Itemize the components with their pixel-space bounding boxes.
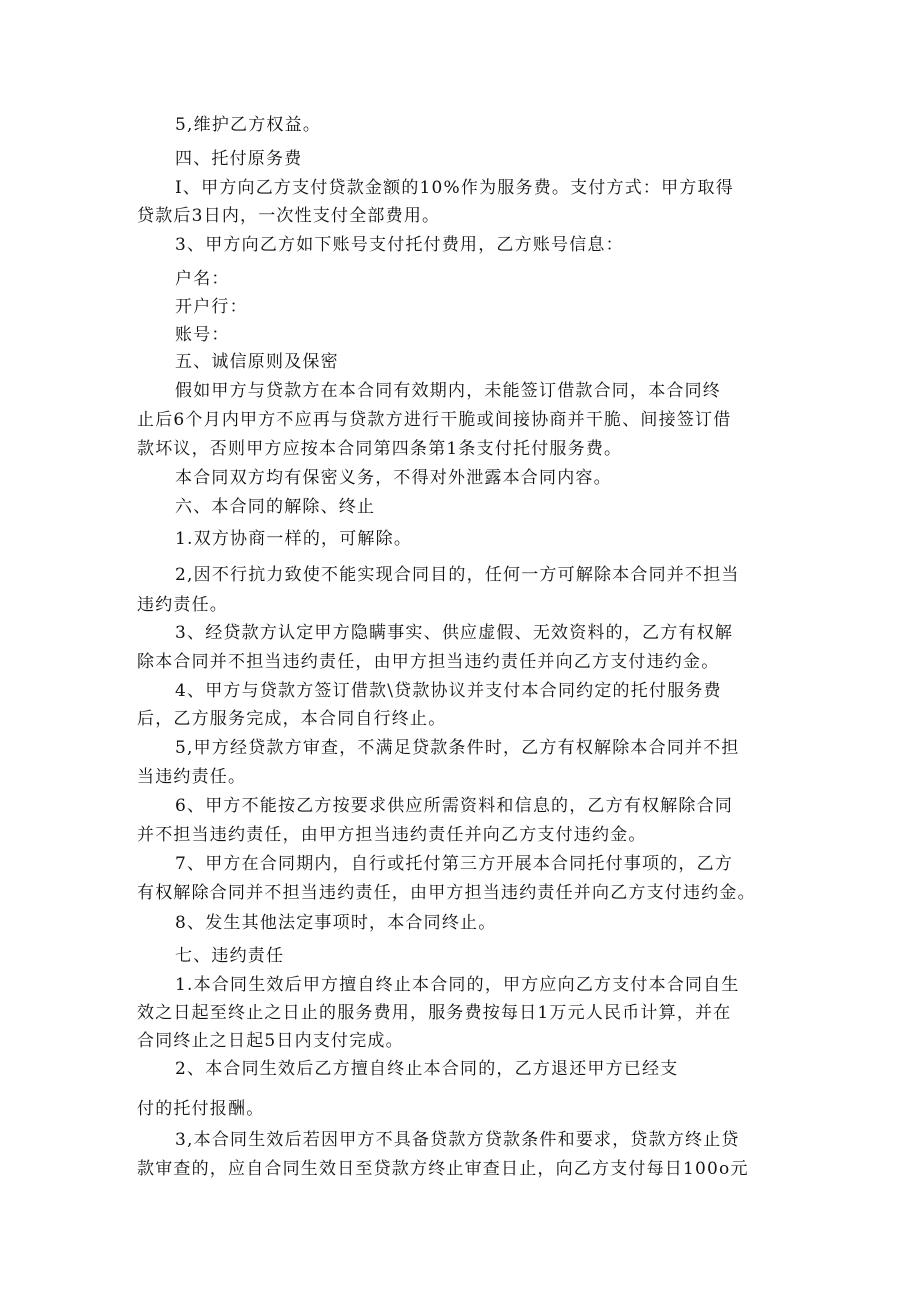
section-heading: 六、本合同的解除、终止 [175, 497, 376, 517]
text-line: 5,维护乙方权益。 [175, 115, 322, 135]
section-heading: 四、托付原务费 [175, 149, 303, 169]
text-line: 有权解除合同并不担当违约责任，由甲方担当违约责任并向乙方支付违约金。 [137, 883, 756, 903]
section-heading: 七、违约责任 [175, 946, 285, 966]
text-line: 3,本合同生效后若因甲方不具备贷款方贷款条件和要求，贷款方终止贷 [175, 1130, 740, 1150]
text-line: 贷款后3日内，一次性支付全部费用。 [137, 206, 441, 226]
text-line: 后，乙方服务完成，本合同自行终止。 [137, 709, 447, 729]
text-line: 账号： [175, 325, 230, 345]
text-line: 2、本合同生效后乙方擅自终止本合同的，乙方退还甲方已经支 [175, 1059, 679, 1079]
text-line: 2,因不行抗力致使不能实现合同目的，任何一方可解除本合同并不担当 [175, 565, 740, 585]
text-line: 款坏议，否则甲方应按本合同第四条第1条支付托付服务费。 [137, 439, 623, 459]
text-line: 款审查的，应自合同生效日至贷款方终止审查日止，向乙方支付每日100o元 [137, 1159, 749, 1179]
text-line: 1.本合同生效后甲方擅自终止本合同的，甲方应向乙方支付本合同自生 [175, 975, 740, 995]
text-line: 6、甲方不能按乙方按要求供应所需资料和信息的，乙方有权解除合同 [175, 796, 734, 816]
text-line: 户名： [175, 269, 230, 289]
section-heading: 五、诚信原则及保密 [175, 352, 339, 372]
text-line: 假如甲方与贷款方在本合同有效期内，未能签订借款合同，本合同终 [175, 381, 721, 401]
text-line: I、甲方向乙方支付贷款金额的10%作为服务费。支付方式：甲方取得 [175, 178, 734, 198]
text-line: 本合同双方均有保密义务，不得对外泄露本合同内容。 [175, 468, 612, 488]
text-line: 8、发生其他法定事项时，本合同终止。 [175, 913, 497, 933]
text-line: 3、经贷款方认定甲方隐瞒事实、供应虚假、无效资料的，乙方有权解 [175, 623, 734, 643]
text-line: 付的托付报酬。 [137, 1099, 265, 1119]
text-line: 当违约责任。 [137, 767, 247, 787]
text-line: 并不担当违约责任，由甲方担当违约责任并向乙方支付违约金。 [137, 825, 647, 845]
text-line: 开户行： [175, 297, 248, 317]
text-line: 4、甲方与贷款方签订借款\贷款协议并支付本合同约定的托付服务费 [175, 681, 722, 701]
text-line: 除本合同并不担当违约责任，由甲方担当违约责任并向乙方支付违约金。 [137, 652, 720, 672]
text-line: 5,甲方经贷款方审查，不满足贷款条件时，乙方有权解除本合同并不担 [175, 738, 740, 758]
text-line: 7、甲方在合同期内，自行或托付第三方开展本合同托付事项的，乙方 [175, 854, 734, 874]
text-line: 止后6个月内甲方不应再与贷款方进行干脆或间接协商并干脆、间接签订借 [137, 410, 732, 430]
text-line: 违约责任。 [137, 595, 228, 615]
text-line: 合同终止之日起5日内支付完成。 [137, 1031, 404, 1051]
text-line: 3、甲方向乙方如下账号支付托付费用，乙方账号信息： [175, 235, 624, 255]
text-line: 效之日起至终止之日止的服务费用，服务费按每日1万元人民币计算，并在 [137, 1003, 732, 1023]
text-line: 1.双方协商一样的，可解除。 [175, 529, 413, 549]
